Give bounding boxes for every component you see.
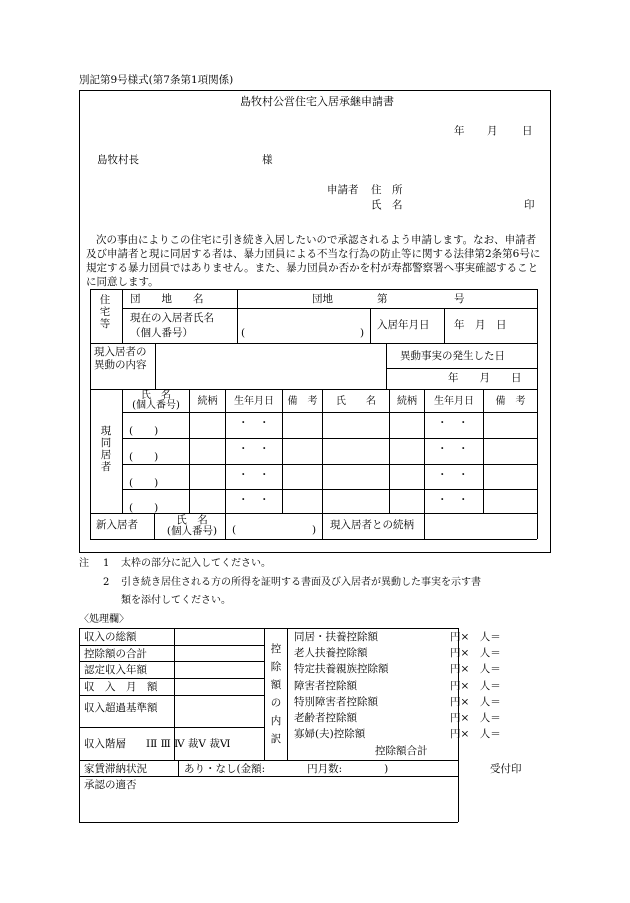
- cohabitant-header-cell: 備 考: [287, 396, 318, 407]
- birthdate-dots: ・ ・: [437, 494, 469, 506]
- birthdate-dots: ・ ・: [238, 443, 270, 455]
- cohabitant-header-cell: 備 考: [495, 396, 526, 407]
- statement-text: 次の事由によりこの住宅に引き続き入居したいので承認されるよう申請します。なお、申請者及び申請者と現に同居する者は、暴力団員による不当な行為の防止等に関する法律第2条第6号に規定する暴力団員ではありません。また、暴力団員か否かを村が寿都警察署へ事実確認することに同意します。: [86, 234, 541, 288]
- date-day: 日: [522, 125, 533, 137]
- deduction-unit: 円× 人＝: [450, 631, 501, 643]
- deduction-item-label: 特別障害者控除額: [294, 695, 378, 708]
- cohabitant-id-paren: ( ): [129, 477, 159, 489]
- deduction-unit: 円× 人＝: [450, 712, 501, 724]
- note-2-text: 引き続き居住される方の所得を証明する書面及び入居者が異動した事実を示す書: [121, 577, 481, 588]
- deduction-unit: 円× 人＝: [450, 663, 501, 676]
- rent-status-label: 家賃滞納状況: [84, 763, 147, 775]
- cohabitant-header-cell: 生年月日: [234, 396, 274, 407]
- deduction-side-label: 控除額の内訳: [270, 643, 282, 745]
- form-label: 別記第9号様式(第7条第1項関係): [79, 74, 234, 86]
- deduction-unit: 円× 人＝: [450, 647, 501, 660]
- processing-label: 〈処理欄〉: [79, 614, 129, 625]
- deduction-item-label: 障害者控除額: [294, 679, 357, 692]
- reception-stamp-label: 受付印: [490, 763, 522, 775]
- note-1-text: 太枠の部分に記入してください。: [121, 558, 271, 569]
- cohabitant-header-cell: 続柄: [197, 396, 218, 407]
- dai-label: 第: [377, 293, 388, 305]
- note-2-no: 2: [103, 577, 110, 588]
- cohabitant-header-cell: 生年月日: [434, 396, 474, 407]
- date-month: 月: [487, 125, 498, 137]
- cohabitant-header-cell: 氏 名 (個人番号): [132, 390, 180, 411]
- approval-label: 承認の適否: [84, 779, 137, 791]
- relation-label: 現入居者との続柄: [330, 519, 414, 531]
- cohabitant-id-paren: ( ): [129, 502, 159, 514]
- new-paren-close: ): [312, 524, 317, 536]
- notes-head: 注: [79, 558, 89, 569]
- cohabitants-side-label: 現同居者: [100, 425, 112, 473]
- go-label: 号: [454, 293, 465, 305]
- cohabitant-id-paren: ( ): [129, 425, 159, 437]
- processing-row-label: 収入超過基準額: [84, 702, 158, 714]
- deduction-unit: 円× 人＝: [450, 679, 501, 692]
- addressee-honorific: 様: [262, 154, 273, 166]
- addressee-name: 島牧村長: [97, 154, 139, 166]
- note-2-text-cont: 類を添付してください。: [121, 595, 231, 606]
- rent-status-value: あり・なし(金額: 円月数: ): [184, 763, 389, 775]
- processing-row-label: 収入階層: [84, 738, 126, 750]
- deduction-unit: 円× 人＝: [450, 728, 501, 741]
- cohabitant-header-cell: 氏 名: [336, 396, 376, 407]
- event-date-label: 異動事実の発生した日: [400, 350, 505, 362]
- applicant-address-label: 住 所: [371, 184, 403, 196]
- birthdate-dots: ・ ・: [238, 494, 270, 506]
- change-label: 現入居者の異動の内容: [94, 346, 147, 371]
- cohabitant-header-cell: 続柄: [397, 396, 417, 407]
- deduction-total-label: 控除額合計: [375, 745, 428, 757]
- resident-name-label: 現在の入居者氏名: [130, 312, 214, 324]
- applicant-label: 申請者: [327, 184, 359, 196]
- applicant-seal: 印: [524, 199, 535, 211]
- cohabitant-id-paren: ( ): [129, 451, 159, 463]
- personal-number-label: （個人番号）: [130, 327, 193, 339]
- deduction-item-label: 寡婦(夫)控除額: [294, 728, 366, 741]
- new-resident-label: 新入居者: [96, 519, 138, 531]
- processing-row-label: 収 入 月 額: [84, 681, 158, 693]
- birthdate-dots: ・ ・: [437, 417, 469, 429]
- birthdate-dots: ・ ・: [437, 469, 469, 481]
- birthdate-dots: ・ ・: [238, 469, 270, 481]
- date-year: 年: [454, 125, 465, 137]
- danchi-label: 団 地 名: [130, 293, 204, 305]
- note-1-no: 1: [103, 558, 110, 569]
- birthdate-dots: ・ ・: [437, 443, 469, 455]
- housing-side-label: 住宅等: [99, 294, 111, 330]
- paren-open: (: [241, 327, 246, 339]
- new-paren-open: (: [232, 524, 237, 536]
- processing-row-label: 収入の総額: [84, 631, 137, 643]
- applicant-name-label: 氏 名: [371, 199, 403, 211]
- event-ymd: 年 月 日: [448, 372, 522, 384]
- deduction-item-label: 老人扶養控除額: [294, 647, 368, 660]
- paren-close: ): [360, 327, 365, 339]
- income-levels: ⅠⅡ Ⅲ Ⅳ 裁Ⅴ 裁Ⅵ: [146, 738, 231, 750]
- move-in-date-label: 入居年月日: [377, 319, 430, 331]
- deduction-item-label: 老齢者控除額: [294, 712, 357, 724]
- danchi-value: 団地: [312, 293, 333, 305]
- birthdate-dots: ・ ・: [238, 417, 270, 429]
- move-in-ymd: 年 月 日: [454, 319, 507, 331]
- deduction-item-label: 特定扶養親族控除額: [294, 663, 389, 676]
- new-resident-name-label: 氏 名 (個人番号): [166, 514, 218, 537]
- processing-row-label: 認定収入年額: [84, 664, 147, 676]
- processing-row-label: 控除額の合計: [84, 648, 147, 660]
- deduction-unit: 円× 人＝: [450, 695, 501, 708]
- form-title: 島牧村公営住宅入居承継申請書: [240, 95, 394, 108]
- deduction-item-label: 同居・扶養控除額: [294, 631, 378, 643]
